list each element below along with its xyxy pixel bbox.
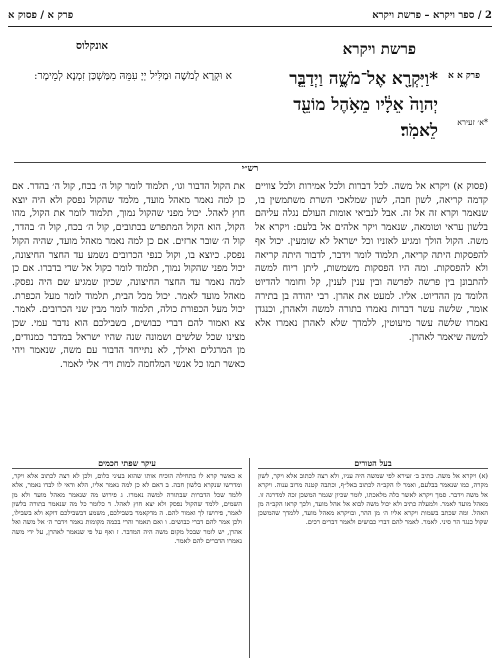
- column-divider: [249, 458, 250, 658]
- onkelos-text: א וּקְרָא לְמֹשֶׁה וּמַלִּיל יְיָ עִמֵּהּ מִמַּשְׁכַּן זִמְנָא לְמֵימָר:: [34, 70, 232, 82]
- onkelos-title: אונקלוס: [76, 40, 109, 52]
- footnote: *א׳ זעירא: [457, 118, 488, 127]
- ikar-text: א כאשר קרא לו בתחילה הוכיח אותו שהוא בעיני כלום, ולכן לא רצה לכתוב אלא ויקר, ומדרשו שנקרא בלשון חבה. ב דאם לא כן למה נאמר אליו, הלא ודאי לו לבדו נאמר, אלא ללמד שכל הדברות שבתורה למשה נאמרו. ג פירוש מה שנאמר מאהל מועד ולא מן השמים, ללמד שהקול נפסק ולא יצא חוץ לאהל. ד כלומר כל מה שנאמר בתורה בלשון לאמר, פירושו לך ואמור להם. ה מדקאמר בשבילכם, משמע דבשבילכם דוקא ולא בשבילו, ולכן אמר להם דברי כבושים. ו ואם תאמר והרי בכמה מקומות נאמר וידבר ה׳ אל משה ואל אהרן, יש לומר שבכל מקום משה היה המדבר. ז ואף על פי שנאמר לאהרן, על ידי משה נאמרו הדברים להם לאמר.: [12, 472, 242, 546]
- verse-text: *וַיִּקְרָ֖א אֶל־מֹשֶׁ֑ה וַיְדַבֵּ֤ר יְהוָה֙ אֵלָ֔יו מֵאֹ֥הֶל מוֹעֵ֖ד לֵאמֹֽר׃: [289, 69, 438, 141]
- rashi-title: רש״י: [14, 162, 486, 179]
- ikar-title: עיקר שפתי חכמים: [12, 458, 242, 469]
- rashi-column-right: (פסוק א) ויקרא אל משה. לכל דברות ולכל אמירות ולכל צוויים קדמה קריאה, לשון חבה, לשון שמלאכי השרת משתמשין בו, שנאמר וקרא זה אל זה. אבל לנביאי אומות העולם נגלה עליהם בלשון עראי וטומאה, שנאמר ויקר אלהים אל בלעם: ויקרא אל משה. הקול הולך ומגיע לאזניו וכל ישראל לא שומעין. יכול אף להפסקות היתה קריאה, תלמוד לומר וידבר, לדבור היתה קריאה ולא להפסקות. ומה היו הפסקות משמשות, ליתן ריוח למשה להתבונן בין פרשה לפרשה ובין ענין לענין, קל וחומר להדיוט הלומד מן ההדיוט. אליו. למעט את אהרן. רבי יהודה בן בתירה אומר, שלשה עשר דברות נאמרו בתורה למשה ולאהרן, וכנגדן נאמרו שלשה עשר מיעוטין, ללמדך שלא לאהרן נאמרו אלא למשה שיאמר לאהרן.: [255, 181, 488, 343]
- verse-label: פרק א א: [448, 71, 480, 81]
- baal-haturim-title: בעל הטורים: [258, 458, 488, 469]
- title-block: [14, 38, 486, 141]
- rashi-column-left: את הקול הדבור וגו׳, תלמוד לומר קול ה׳ בכח, קול ה׳ בהדר. אם כן למה נאמר מאהל מועד, מלמד שהקול נפסק ולא היה יוצא חוץ לאהל. יכול מפני שהקול נמוך, תלמוד לומר את הקול, מהו הקול, הוא הקול המתפרש בכתובים, קול ה׳ בכח, קול ה׳ בהדר, קול ה׳ שובר ארזים. אם כן למה נאמר מאהל מועד, שהיה הקול נפסק. כיוצא בו, וקול כנפי הכרובים נשמע עד החצר החיצונה, יכול מפני שהקול נמוך, תלמוד לומר כקול אל שדי בדברו. אם כן למה נאמר עד החצר החיצונה, שכיון שמגיע שם היה נפסק. מאהל מועד לאמר. יכול מכל הבית, תלמוד לומר מעל הכפרת. יכול מעל הכפורת כולה, תלמוד לומר מבין שני הכרובים. לאמר. צא ואמור להם דברי כבושים, בשבילכם הוא נדבר עמי. שכן מצינו שכל שלשים ושמונה שנה שהיו ישראל במדבר כמנודים, מן המרגלים ואילך, לא נתייחד הדבור עם משה, שנאמר ויהי כאשר תמו כל אנשי המלחמה למות ויד׳ אלי לאמר.: [12, 181, 245, 371]
- baal-haturim-text: (א) ויקרא אל משה. כתיב ב׳ זעירא לפי שמשה היה עניו, ולא רצה לכתוב אלא ויקר, לשון מקרה, כמו שנאמר בבלעם, ואמר לו הקב״ה לכתוב באל״ף, וכתבה קטנה מרוב ענוה. ויקרא אל משה וידבר. סמך ויקרא לאשר כלה מלאכתו, לומר שכיון שגמר המשכן זכה למדרגה זו. מאהל מועד לאמר. ולמעלה כתיב ולא יכול משה לבוא אל אהל מועד, ולכך קראו הקב״ה מן האהל. ומה שכתב בשמות ויקרא אליו ה׳ מן ההר, ובויקרא מאהל מועד, ללמדך שהמשכן שקול כנגד הר סיני. לאמר. לאמר להם דברי כבושים ולאמר דברים רכים.: [258, 472, 488, 527]
- header-right: 2 / ספר ויקרא – פרשת ויקרא: [372, 9, 492, 21]
- verse-block: [266, 66, 480, 144]
- header-left: פרק א / פסוק א: [8, 9, 74, 21]
- running-header: [8, 4, 492, 27]
- rashi-commentary: [12, 180, 488, 454]
- parsha-title: פרשת ויקרא: [342, 40, 416, 58]
